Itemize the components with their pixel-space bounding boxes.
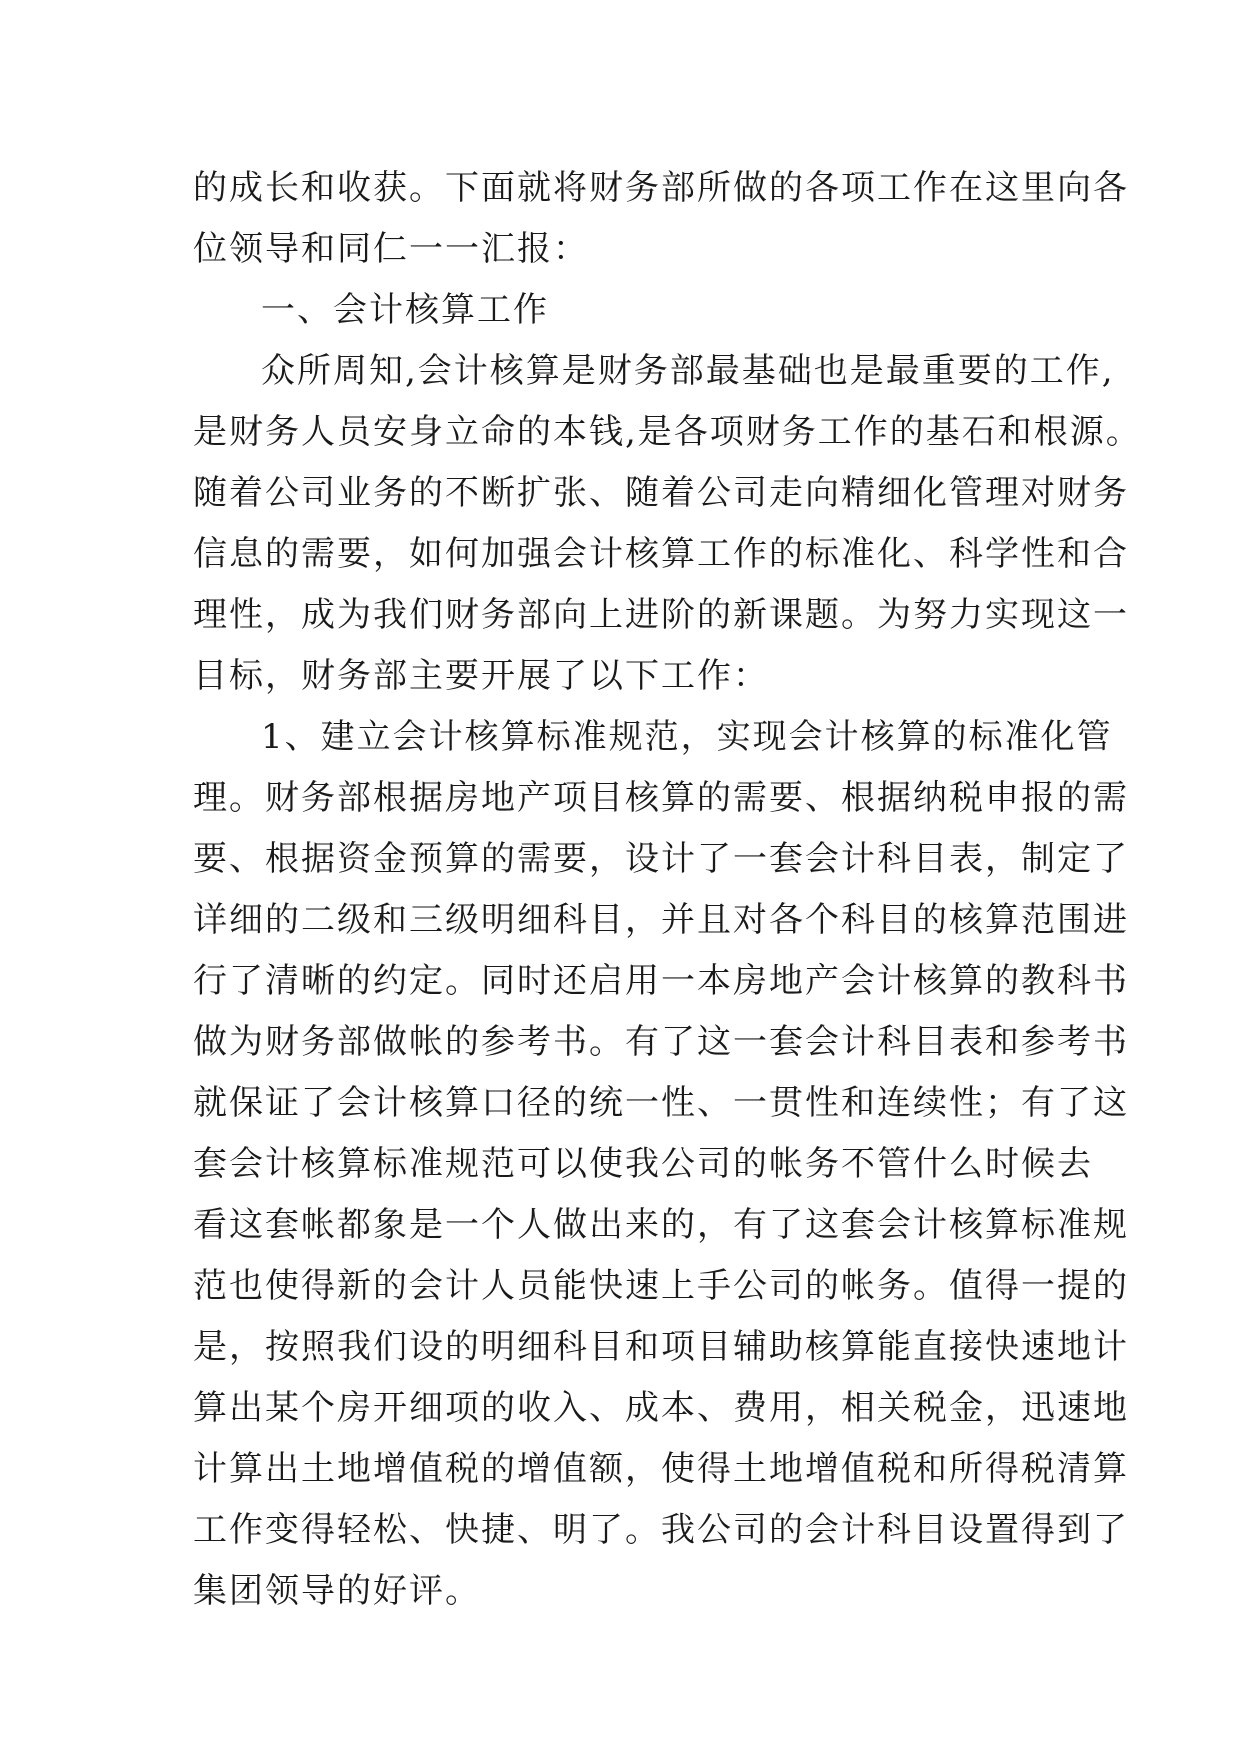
text-line: 信息的需要，如何加强会计核算工作的标准化、科学性和合 [193, 534, 1129, 574]
text-line: 就保证了会计核算口径的统一性、一贯性和连续性；有了这 [193, 1083, 1129, 1123]
document-body [193, 158, 1142, 1622]
text-line: 要、根据资金预算的需要，设计了一套会计科目表，制定了 [193, 839, 1129, 879]
section-heading: 一、会计核算工作 [261, 290, 549, 330]
text-line: 行了清晰的约定。同时还启用一本房地产会计核算的教科书 [193, 961, 1129, 1001]
text-line: 是，按照我们设的明细科目和项目辅助核算能直接快速地计 [193, 1327, 1129, 1367]
text-line: 详细的二级和三级明细科目，并且对各个科目的核算范围进 [193, 900, 1129, 940]
text-line: 是财务人员安身立命的本钱,是各项财务工作的基石和根源。 [193, 412, 1142, 452]
text-line: 目标，财务部主要开展了以下工作： [193, 656, 769, 696]
text-line: 做为财务部做帐的参考书。有了这一套会计科目表和参考书 [193, 1022, 1129, 1062]
text-line: 1、建立会计核算标准规范，实现会计核算的标准化管 [261, 717, 1113, 757]
text-line: 集团领导的好评。 [193, 1571, 481, 1611]
text-line: 范也使得新的会计人员能快速上手公司的帐务。值得一提的 [193, 1266, 1129, 1306]
text-line: 理性，成为我们财务部向上进阶的新课题。为努力实现这一 [193, 595, 1129, 635]
text-line: 计算出土地增值税的增值额，使得土地增值税和所得税清算 [193, 1449, 1129, 1489]
text-line: 工作变得轻松、快捷、明了。我公司的会计科目设置得到了 [193, 1510, 1129, 1550]
text-line: 的成长和收获。下面就将财务部所做的各项工作在这里向各 [193, 168, 1129, 208]
text-line: 算出某个房开细项的收入、成本、费用，相关税金，迅速地 [193, 1388, 1129, 1428]
text-line: 随着公司业务的不断扩张、随着公司走向精细化管理对财务 [193, 473, 1129, 513]
text-line: 位领导和同仁一一汇报： [193, 229, 589, 269]
text-line: 套会计核算标准规范可以使我公司的帐务不管什么时候去 [193, 1144, 1093, 1184]
text-line: 众所周知,会计核算是财务部最基础也是最重要的工作, [261, 351, 1115, 391]
text-line: 看这套帐都象是一个人做出来的，有了这套会计核算标准规 [193, 1205, 1129, 1245]
text-line: 理。财务部根据房地产项目核算的需要、根据纳税申报的需 [193, 778, 1129, 818]
